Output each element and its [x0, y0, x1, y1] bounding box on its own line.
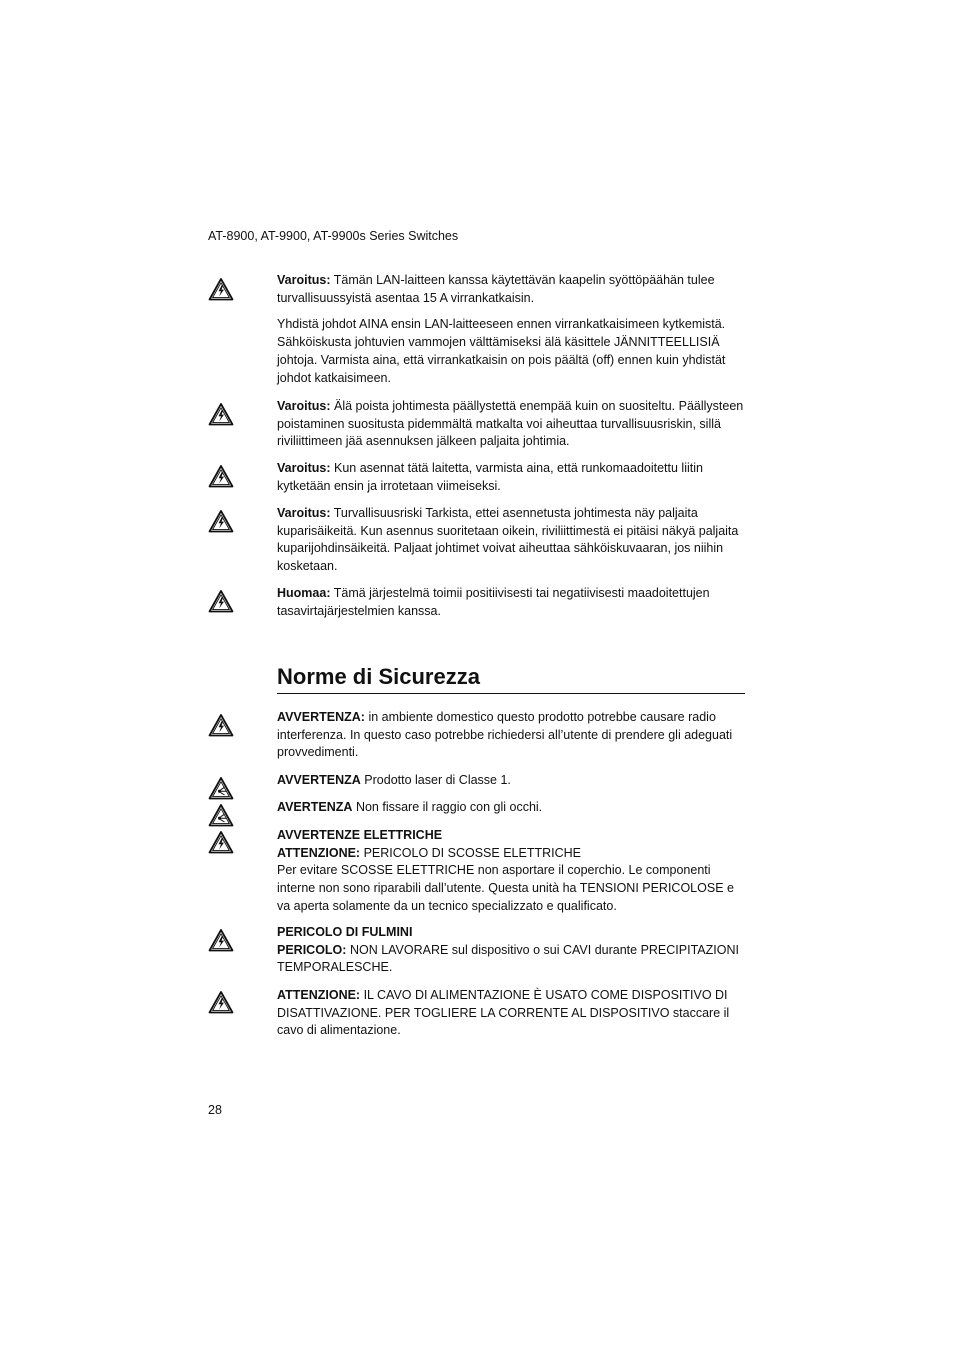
warning-it-2 [277, 772, 747, 790]
warning-label: PERICOLO: [277, 942, 347, 957]
warning-fi-5 [277, 585, 747, 620]
warning-it-6 [277, 987, 747, 1040]
electrical-hazard-icon [208, 830, 234, 854]
warning-paragraph: Yhdistä johdot AINA ensin LAN-laitteeseen ennen virrankatkaisimeen kytkemistä. Sähköiskusta johtuvien vammojen välttämiseksi älä käsittele JÄNNITTEELLISIÄ johtoja. Varmista aina, että virrankatkaisin on pois päältä (off) ennen kuin yhdistät johdot katkaisimeen. [277, 317, 726, 385]
warning-text: NON LAVORARE sul dispositivo o sui CAVI durante PRECIPITAZIONI TEMPORALESCHE. [277, 942, 739, 975]
warning-text: IL CAVO DI ALIMENTAZIONE È USATO COME DISPOSITIVO DI DISATTIVAZIONE. PER TOGLIERE LA CORRENTE AL DISPOSITIVO staccare il cavo di alimentazione. [277, 988, 730, 1038]
warning-fi-3 [277, 460, 747, 495]
warning-label: Varoitus: [277, 399, 331, 413]
warning-label: Huomaa: [277, 586, 331, 600]
warning-label: AVVERTENZA: [277, 710, 365, 724]
warning-text: Prodotto laser di Classe 1. [364, 773, 511, 787]
laser-hazard-icon [208, 803, 234, 827]
warning-label: Varoitus: [277, 461, 331, 475]
laser-hazard-icon [208, 776, 234, 800]
page-number: 28 [208, 1103, 222, 1117]
warning-paragraph: Per evitare SCOSSE ELETTRICHE non asportare il coperchio. Le componenti interne non sono riparabili dall’utente. Questa unità ha TENSIONI PERICOLOSE e va aperta solamente da un tecnico specializzato e qualificato. [277, 863, 734, 913]
warning-fi-1 [277, 272, 747, 387]
warning-label: Varoitus: [277, 506, 331, 520]
warning-text: Tämän LAN-laitteen kanssa käytettävän kaapelin syöttöpäähän tulee turvallisuussyistä asentaa 15 A virrankatkaisin. [277, 273, 715, 305]
electrical-hazard-icon [208, 509, 234, 533]
warning-fi-2 [277, 398, 747, 451]
warning-text: Turvallisuusriski Tarkista, ettei asennetusta johtimesta näy paljaita kuparisäikeitä. Kun asennus suoritetaan oikein, riviliittimestä ei pitäisi näkyä paljaita kuparijohdinsäikeitä. Paljaat johtimet voivat aiheuttaa sähköiskuvaaran, jos niihin kosketaan. [277, 506, 739, 574]
warning-it-4 [277, 827, 747, 916]
warning-label: AVERTENZA [277, 800, 353, 814]
warning-text: in ambiente domestico questo prodotto potrebbe causare radio interferenza. In questo caso potrebbe richiedersi all’utente di prendere gli adeguati provvedimenti. [277, 710, 733, 760]
warning-text: Tämä järjestelmä toimii positiivisesti tai negatiivisesti maadoitettujen tasavirtajärjestelmien kanssa. [277, 586, 710, 618]
warning-label: ATTENZIONE: [277, 988, 361, 1002]
section-title: Norme di Sicurezza [277, 663, 745, 694]
warning-text: Älä poista johtimesta päällystettä enempää kuin on suositeltu. Päällysteen poistaminen suositusta pidemmältä matkalta voi aiheuttaa turvallisuusriskin, sillä riviliittimeen jää asennuksen jälkeen paljaita johtimia. [277, 399, 744, 449]
electrical-hazard-icon [208, 990, 234, 1014]
warning-heading: AVVERTENZE ELETTRICHE [277, 828, 443, 842]
warning-text: PERICOLO DI SCOSSE ELETTRICHE [363, 845, 581, 860]
running-header: AT-8900, AT-9900, AT-9900s Series Switches [208, 229, 459, 243]
warning-heading: PERICOLO DI FULMINI [277, 925, 413, 939]
warning-label: Varoitus: [277, 273, 331, 287]
warning-it-1 [277, 709, 747, 762]
electrical-hazard-icon [208, 277, 234, 301]
electrical-hazard-icon [208, 402, 234, 426]
warning-it-5 [277, 924, 747, 977]
warning-text: Non fissare il raggio con gli occhi. [355, 800, 543, 814]
warning-fi-4 [277, 505, 747, 576]
electrical-hazard-icon [208, 928, 234, 952]
warning-text: Kun asennat tätä laitetta, varmista aina, että runkomaadoitettu liitin kytketään ensin ja irrotetaan viimeiseksi. [277, 461, 703, 493]
electrical-hazard-icon [208, 464, 234, 488]
electrical-hazard-icon [208, 589, 234, 613]
warning-it-3 [277, 799, 747, 817]
warning-label: AVVERTENZA [277, 773, 361, 787]
electrical-hazard-icon [208, 713, 234, 737]
warning-label: ATTENZIONE: [277, 845, 361, 860]
